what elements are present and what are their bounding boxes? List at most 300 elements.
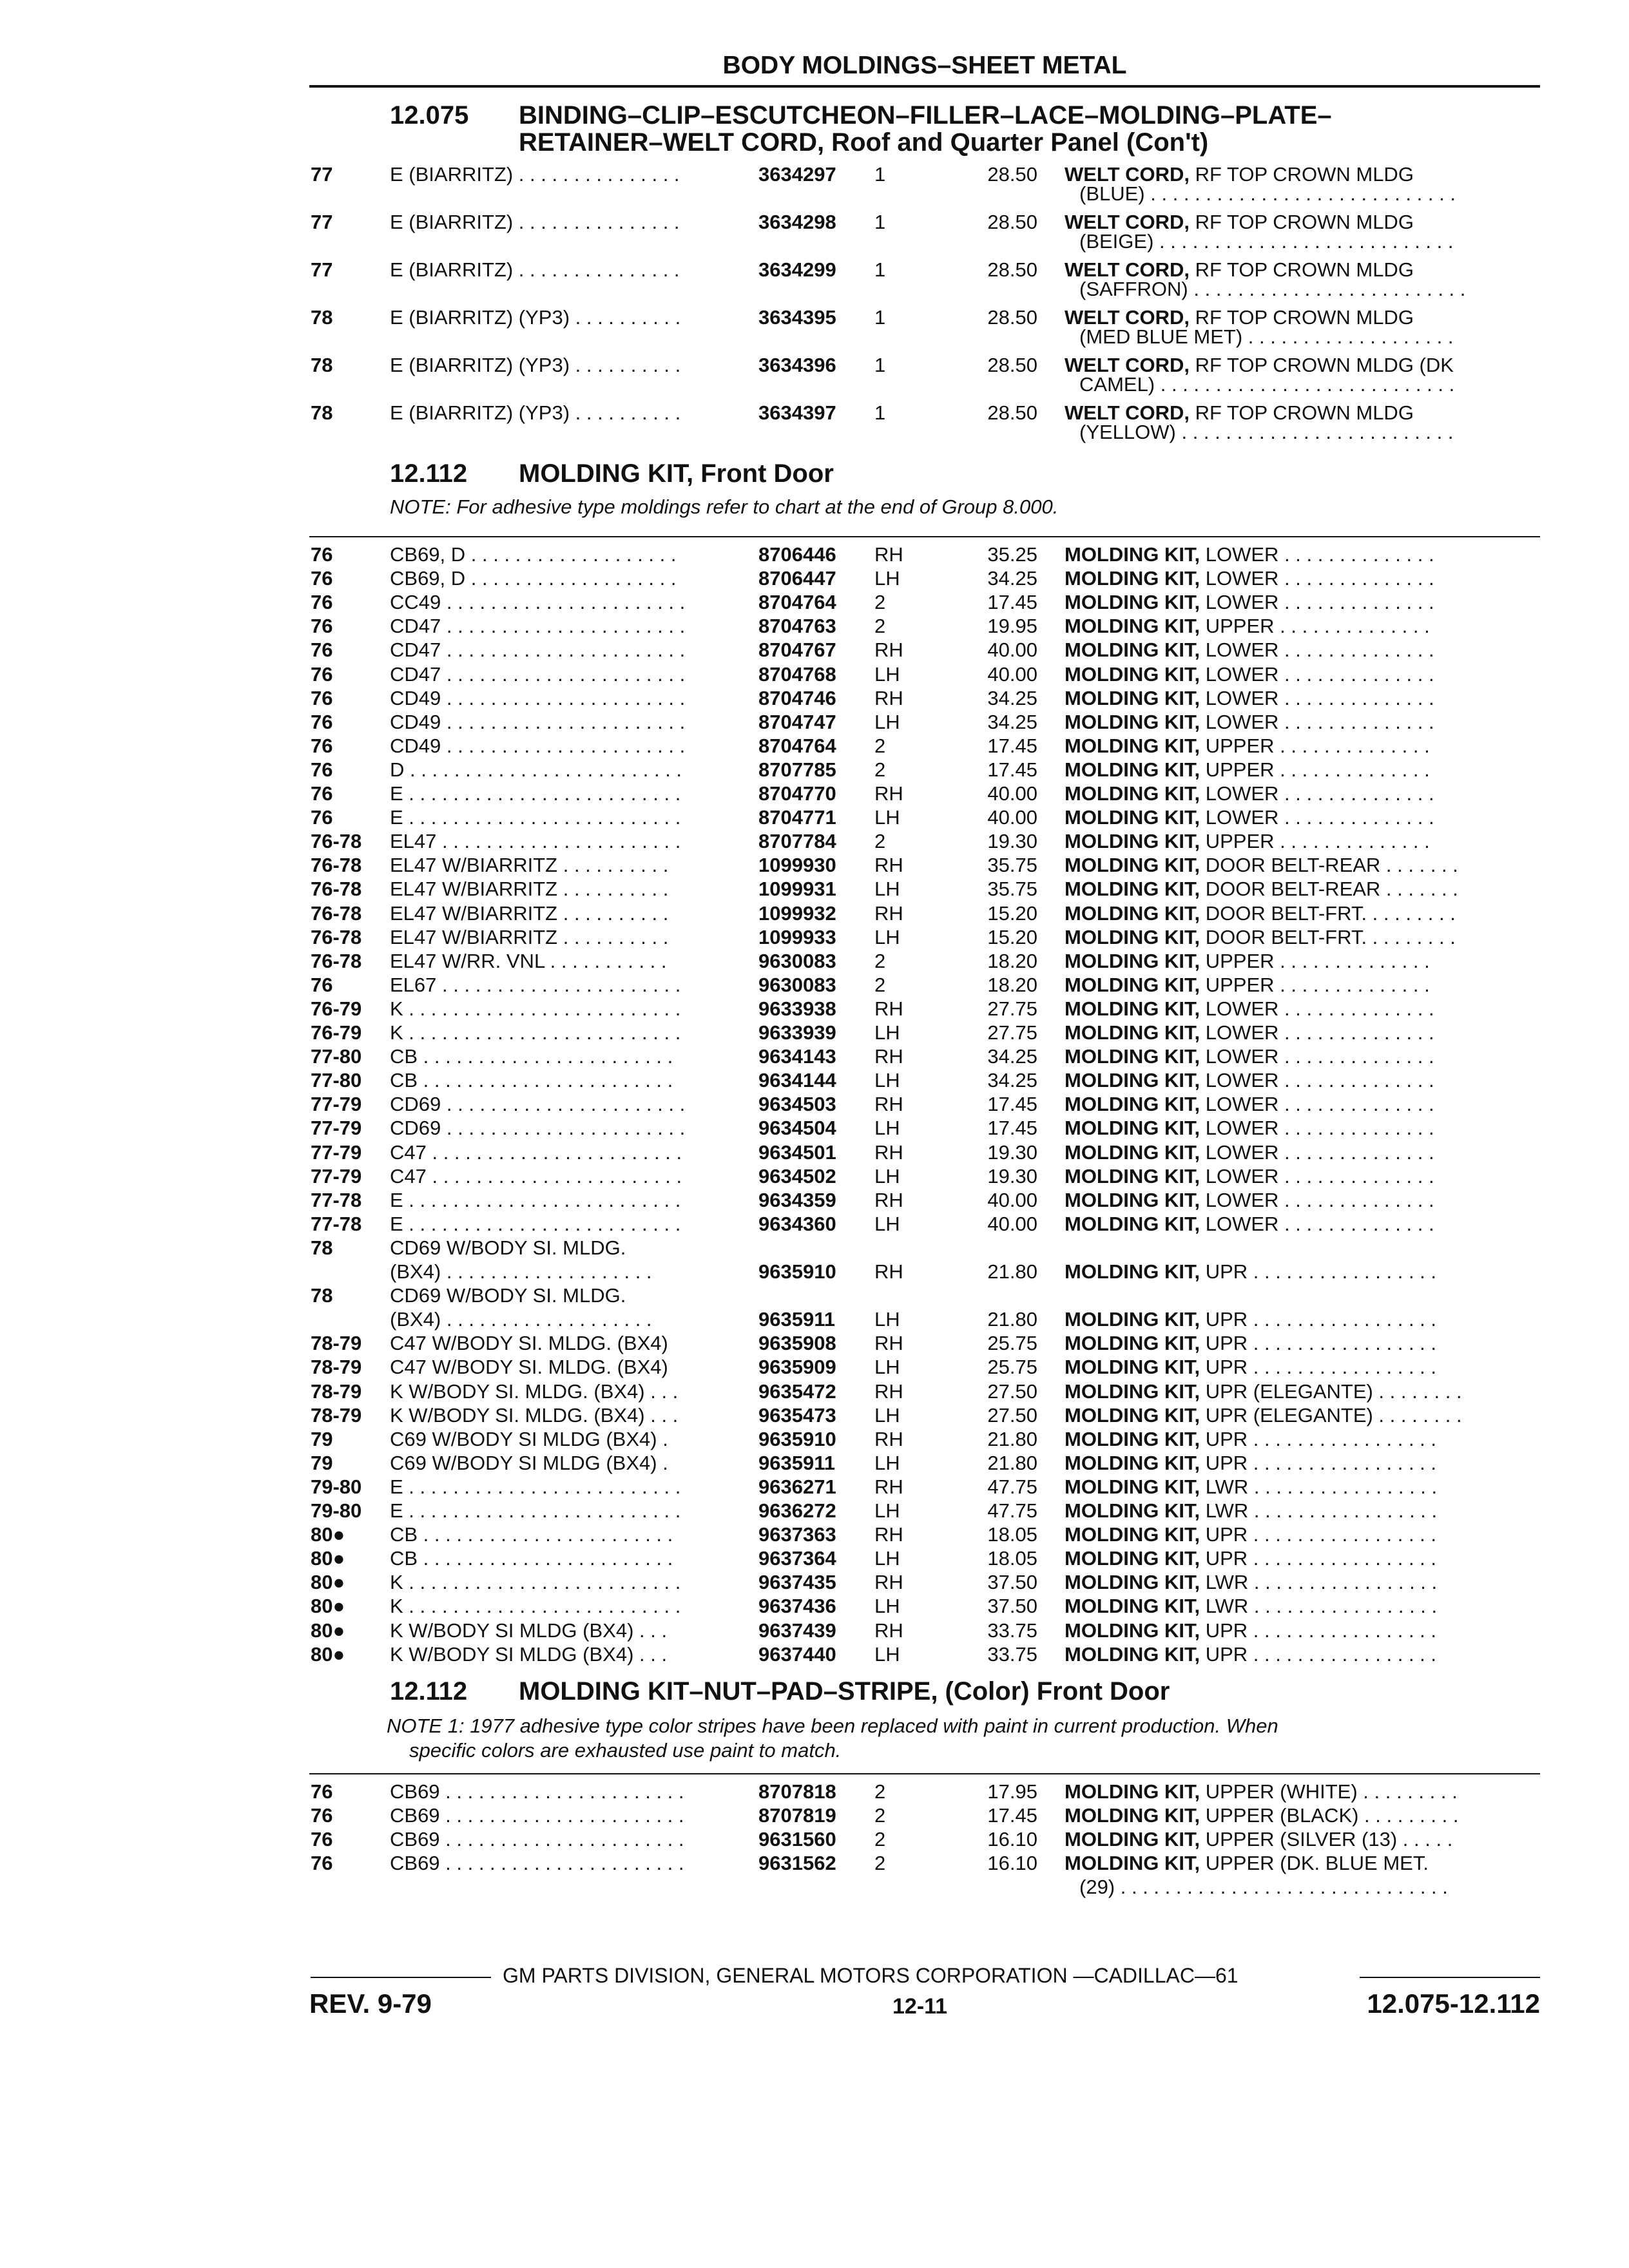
table-row <box>0 686 1629 710</box>
year-cell: 76 <box>311 615 333 638</box>
description-detail: LWR . . . . . . . . . . . . . . . . . <box>1200 1595 1438 1618</box>
description-name: MOLDING KIT, <box>1065 1595 1200 1618</box>
description-name: MOLDING KIT, <box>1065 1045 1200 1068</box>
model-cell: CB69 . . . . . . . . . . . . . . . . . . . . . . <box>390 1828 684 1850</box>
quantity-cell: RH <box>874 1188 903 1211</box>
description-cell <box>1065 1116 1522 1140</box>
model-cell: CD69 W/BODY SI. MLDG. <box>390 1236 626 1259</box>
description-detail: RF TOP CROWN MLDG <box>1190 163 1414 186</box>
description-name: MOLDING KIT, <box>1065 1379 1200 1403</box>
price-cell: 15.20 <box>987 925 1037 948</box>
description-cell <box>1065 901 1522 925</box>
year-cell: 76-78 <box>311 854 362 877</box>
model-cell: CD49 . . . . . . . . . . . . . . . . . . . . . . <box>390 686 686 709</box>
description-name: MOLDING KIT, <box>1065 615 1200 638</box>
description-name: MOLDING KIT, <box>1065 686 1200 709</box>
part-number-cell: 9631560 <box>758 1828 836 1850</box>
quantity-cell: 2 <box>874 734 886 757</box>
model-cell: C69 W/BODY SI MLDG (BX4) . <box>390 1451 668 1474</box>
description-cell <box>1065 1188 1522 1212</box>
model-cell: E . . . . . . . . . . . . . . . . . . . . . . . . . <box>390 1499 681 1522</box>
year-cell: 80● <box>311 1547 345 1570</box>
quantity-cell: 2 <box>874 758 886 781</box>
description-name: MOLDING KIT, <box>1065 1117 1200 1140</box>
quantity-cell: LH <box>874 1403 900 1427</box>
description-name: MOLDING KIT, <box>1065 1260 1200 1283</box>
description-cell <box>1065 925 1522 949</box>
description-detail: DOOR BELT-FRT. . . . . . . . . <box>1200 901 1456 925</box>
price-cell: 25.75 <box>987 1332 1037 1355</box>
quantity-cell: RH <box>874 543 903 566</box>
price-cell: 28.50 <box>987 258 1037 281</box>
section-number: 12.112 <box>390 459 468 488</box>
price-cell: 25.75 <box>987 1356 1037 1379</box>
price-cell: 19.30 <box>987 830 1037 853</box>
description-cell <box>1065 638 1522 662</box>
year-cell: 77-80 <box>311 1069 362 1092</box>
description-name: MOLDING KIT, <box>1065 1619 1200 1642</box>
part-number-cell: 9635908 <box>758 1332 836 1355</box>
description-name: MOLDING KIT, <box>1065 949 1200 972</box>
year-cell: 80● <box>311 1619 345 1642</box>
quantity-cell: LH <box>874 1117 900 1140</box>
year-cell: 77-79 <box>311 1093 362 1116</box>
price-cell: 21.80 <box>987 1451 1037 1474</box>
model-cell: E (BIARRITZ) . . . . . . . . . . . . . . . <box>390 163 680 186</box>
description-cell <box>1065 710 1522 734</box>
quantity-cell: LH <box>874 1451 900 1474</box>
description-detail: UPR . . . . . . . . . . . . . . . . . <box>1200 1642 1437 1666</box>
part-number-cell: 9634503 <box>758 1093 836 1116</box>
price-cell: 35.75 <box>987 878 1037 901</box>
description-name: MOLDING KIT, <box>1065 1093 1200 1116</box>
section-note-line1: NOTE 1: 1977 adhesive type color stripes have been replaced with paint in current production. When <box>387 1715 1278 1737</box>
year-cell: 76 <box>311 973 333 996</box>
description-cell <box>1065 1307 1522 1331</box>
price-cell: 28.50 <box>987 211 1037 233</box>
year-cell: 80● <box>311 1523 345 1546</box>
description-cell <box>1065 829 1522 853</box>
model-cell: D . . . . . . . . . . . . . . . . . . . . . . . . . <box>390 758 682 781</box>
part-number-cell: 1099930 <box>758 854 836 877</box>
description-cell <box>1065 1827 1522 1851</box>
description-detail: UPPER (BLACK) . . . . . . . . . <box>1200 1804 1459 1827</box>
model-cell: CC49 . . . . . . . . . . . . . . . . . . . . . . <box>390 591 686 614</box>
quantity-cell: LH <box>874 1499 900 1522</box>
model-cell: CD47 . . . . . . . . . . . . . . . . . . . . . . <box>390 615 686 638</box>
price-cell: 37.50 <box>987 1571 1037 1594</box>
description-detail: LOWER . . . . . . . . . . . . . . <box>1200 1093 1434 1116</box>
section-number: 12.112 <box>390 1677 468 1706</box>
description-detail: UPR . . . . . . . . . . . . . . . . . <box>1200 1356 1437 1379</box>
header-rule <box>309 85 1540 88</box>
quantity-cell: RH <box>874 1379 903 1403</box>
part-number-cell: 9637435 <box>758 1571 836 1594</box>
year-cell: 77-79 <box>311 1164 362 1187</box>
quantity-cell: LH <box>874 567 900 590</box>
part-number-cell: 9634144 <box>758 1069 836 1092</box>
description-detail: UPR (ELEGANTE) . . . . . . . . <box>1200 1403 1462 1427</box>
description-continuation: (29) . . . . . . . . . . . . . . . . . . . . . . . . . . . . . . <box>1079 1876 1448 1898</box>
quantity-cell: RH <box>874 854 903 877</box>
part-number-cell: 3634397 <box>758 401 836 424</box>
description-continuation: CAMEL) . . . . . . . . . . . . . . . . . . . . . . . . . . . <box>1079 373 1455 396</box>
year-cell: 80● <box>311 1571 345 1594</box>
price-cell: 33.75 <box>987 1642 1037 1666</box>
description-name: MOLDING KIT, <box>1065 925 1200 948</box>
year-cell: 78 <box>311 306 333 329</box>
description-detail: LWR . . . . . . . . . . . . . . . . . <box>1200 1475 1438 1498</box>
description-name: MOLDING KIT, <box>1065 1547 1200 1570</box>
description-cell <box>1065 1379 1522 1403</box>
section-title-12-112-stripe <box>390 1677 1170 1706</box>
price-cell: 34.25 <box>987 1045 1037 1068</box>
quantity-cell: LH <box>874 1642 900 1666</box>
table-row <box>0 1355 1629 1379</box>
page-header: BODY MOLDINGS–SHEET METAL <box>722 52 1127 79</box>
model-cell: K . . . . . . . . . . . . . . . . . . . . . . . . . <box>390 997 681 1020</box>
description-name: MOLDING KIT, <box>1065 806 1200 829</box>
description-continuation: (MED BLUE MET) . . . . . . . . . . . . . . . . . . . <box>1079 325 1454 348</box>
quantity-cell: RH <box>874 1619 903 1642</box>
year-cell: 76 <box>311 591 333 614</box>
section-title-text: MOLDING KIT–NUT–PAD–STRIPE, (Color) Front Door <box>519 1677 1170 1706</box>
quantity-cell: 2 <box>874 1828 886 1850</box>
model-cell: CB69 . . . . . . . . . . . . . . . . . . . . . . <box>390 1804 684 1827</box>
quantity-cell: 2 <box>874 949 886 972</box>
year-cell: 76-79 <box>311 997 362 1020</box>
description-name: MOLDING KIT, <box>1065 734 1200 757</box>
part-number-cell: 8704767 <box>758 639 836 662</box>
quantity-cell: 2 <box>874 1852 886 1874</box>
description-name: MOLDING KIT, <box>1065 1451 1200 1474</box>
description-detail: RF TOP CROWN MLDG (DK <box>1190 354 1454 376</box>
table-row <box>0 1260 1629 1283</box>
part-number-cell: 8704768 <box>758 662 836 686</box>
quantity-cell: 1 <box>874 211 886 233</box>
model-cell: E . . . . . . . . . . . . . . . . . . . . . . . . . <box>390 782 681 805</box>
description-detail: UPPER (SILVER (13) . . . . . <box>1200 1828 1453 1850</box>
part-number-cell: 8704764 <box>758 734 836 757</box>
price-cell: 27.75 <box>987 1021 1037 1044</box>
year-cell: 76 <box>311 710 333 733</box>
model-cell: C47 W/BODY SI. MLDG. (BX4) <box>390 1332 668 1355</box>
description-cell <box>1065 1499 1522 1523</box>
year-cell: 78 <box>311 401 333 424</box>
model-cell: CB69 . . . . . . . . . . . . . . . . . . . . . . <box>390 1852 684 1874</box>
model-cell: CD69 . . . . . . . . . . . . . . . . . . . . . . <box>390 1093 686 1116</box>
table-row <box>0 782 1629 805</box>
part-number-cell: 9635473 <box>758 1403 836 1427</box>
quantity-cell: LH <box>874 806 900 829</box>
year-cell: 76 <box>311 686 333 709</box>
description-cell <box>1065 853 1522 877</box>
year-cell: 78-79 <box>311 1379 362 1403</box>
model-cell: CD49 . . . . . . . . . . . . . . . . . . . . . . <box>390 710 686 733</box>
description-cell <box>1065 1068 1522 1092</box>
price-cell: 37.50 <box>987 1595 1037 1618</box>
price-cell: 28.50 <box>987 401 1037 424</box>
table-row <box>0 614 1629 638</box>
description-cell <box>1065 758 1522 782</box>
year-cell: 77-79 <box>311 1117 362 1140</box>
year-cell: 76 <box>311 543 333 566</box>
quantity-cell: RH <box>874 1140 903 1164</box>
description-detail: RF TOP CROWN MLDG <box>1190 258 1414 281</box>
description-cell <box>1065 566 1522 590</box>
part-number-cell: 9635911 <box>758 1451 835 1474</box>
part-number-cell: 9636271 <box>758 1475 836 1498</box>
model-cell: EL47 W/BIARRITZ . . . . . . . . . . <box>390 901 669 925</box>
part-number-cell: 9634501 <box>758 1140 836 1164</box>
table-row <box>0 877 1629 901</box>
model-cell: K . . . . . . . . . . . . . . . . . . . . . . . . . <box>390 1021 681 1044</box>
model-cell: K W/BODY SI. MLDG. (BX4) . . . <box>390 1379 679 1403</box>
table-row <box>0 1403 1629 1427</box>
description-cell <box>1065 1570 1522 1594</box>
year-cell: 76-78 <box>311 925 362 948</box>
section-note: NOTE: For adhesive type moldings refer to chart at the end of Group 8.000. <box>390 495 1059 518</box>
table-row <box>0 734 1629 758</box>
footer-rule-right <box>1360 1977 1540 1978</box>
description-continuation: (YELLOW) . . . . . . . . . . . . . . . . . . . . . . . . . <box>1079 421 1454 443</box>
part-number-cell: 9631562 <box>758 1852 836 1874</box>
table-row <box>0 1851 1629 1875</box>
section-title-text: MOLDING KIT, Front Door <box>519 459 834 488</box>
year-cell: 76-78 <box>311 878 362 901</box>
year-cell: 78-79 <box>311 1356 362 1379</box>
description-name: MOLDING KIT, <box>1065 1427 1200 1450</box>
price-cell: 15.20 <box>987 901 1037 925</box>
model-cell: C47 W/BODY SI. MLDG. (BX4) <box>390 1356 668 1379</box>
year-cell: 80● <box>311 1642 345 1666</box>
price-cell: 47.75 <box>987 1475 1037 1498</box>
model-cell: E (BIARRITZ) (YP3) . . . . . . . . . . <box>390 354 681 376</box>
section-title-12-075 <box>390 101 1332 130</box>
year-cell: 78-79 <box>311 1403 362 1427</box>
description-detail: UPPER (WHITE) . . . . . . . . . <box>1200 1780 1458 1803</box>
description-cell <box>1065 1803 1522 1827</box>
price-cell: 18.20 <box>987 949 1037 972</box>
part-number-cell: 3634298 <box>758 211 836 233</box>
price-cell: 40.00 <box>987 1212 1037 1235</box>
part-number-cell: 3634297 <box>758 163 836 186</box>
description-detail: UPR . . . . . . . . . . . . . . . . . <box>1200 1547 1437 1570</box>
year-cell: 78 <box>311 354 333 376</box>
year-cell: 76 <box>311 734 333 757</box>
description-detail: UPR . . . . . . . . . . . . . . . . . <box>1200 1451 1437 1474</box>
description-cell <box>1065 949 1522 973</box>
price-cell: 16.10 <box>987 1852 1037 1874</box>
description-name: MOLDING KIT, <box>1065 830 1200 853</box>
description-name: MOLDING KIT, <box>1065 1164 1200 1187</box>
quantity-cell: RH <box>874 1475 903 1498</box>
description-name: MOLDING KIT, <box>1065 758 1200 781</box>
table-row <box>0 1451 1629 1475</box>
description-detail: LOWER . . . . . . . . . . . . . . <box>1200 710 1434 733</box>
description-name: MOLDING KIT, <box>1065 997 1200 1020</box>
description-detail: LOWER . . . . . . . . . . . . . . <box>1200 639 1434 662</box>
description-detail: LOWER . . . . . . . . . . . . . . <box>1200 662 1434 686</box>
description-detail: LOWER . . . . . . . . . . . . . . <box>1200 1069 1434 1092</box>
table-row <box>0 1780 1629 1803</box>
description-name: MOLDING KIT, <box>1065 1475 1200 1498</box>
part-number-cell: 9637436 <box>758 1595 836 1618</box>
quantity-cell: LH <box>874 1164 900 1187</box>
table-row <box>0 949 1629 973</box>
description-continuation: (BEIGE) . . . . . . . . . . . . . . . . . . . . . . . . . . . <box>1079 230 1454 253</box>
table-row <box>0 1140 1629 1164</box>
year-cell: 76-78 <box>311 949 362 972</box>
table-row <box>0 925 1629 949</box>
page-number: 12-11 <box>892 1994 948 2019</box>
description-detail: UPR (ELEGANTE) . . . . . . . . <box>1200 1379 1462 1403</box>
price-cell: 19.30 <box>987 1140 1037 1164</box>
table-row <box>0 1092 1629 1116</box>
description-name: MOLDING KIT, <box>1065 1403 1200 1427</box>
quantity-cell: RH <box>874 1523 903 1546</box>
quantity-cell: RH <box>874 1093 903 1116</box>
price-cell: 18.20 <box>987 973 1037 996</box>
price-cell: 27.75 <box>987 997 1037 1020</box>
price-cell: 27.50 <box>987 1379 1037 1403</box>
price-cell: 34.25 <box>987 1069 1037 1092</box>
table-row <box>0 1044 1629 1068</box>
year-cell: 79 <box>311 1451 333 1474</box>
quantity-cell: LH <box>874 925 900 948</box>
description-detail: LOWER . . . . . . . . . . . . . . <box>1200 1021 1434 1044</box>
model-cell: E . . . . . . . . . . . . . . . . . . . . . . . . . <box>390 806 681 829</box>
model-cell: C69 W/BODY SI MLDG (BX4) . <box>390 1427 668 1450</box>
description-cell <box>1065 1355 1522 1379</box>
year-cell: 76 <box>311 758 333 781</box>
year-cell: 79 <box>311 1427 333 1450</box>
quantity-cell: LH <box>874 662 900 686</box>
part-number-cell: 9630083 <box>758 973 836 996</box>
description-name: MOLDING KIT, <box>1065 1332 1200 1355</box>
table-row <box>0 1188 1629 1212</box>
quantity-cell: RH <box>874 686 903 709</box>
price-cell: 40.00 <box>987 662 1037 686</box>
year-cell: 79-80 <box>311 1475 362 1498</box>
model-cell: EL47 W/BIARRITZ . . . . . . . . . . <box>390 925 669 948</box>
section-reference: 12.075-12.112 <box>1367 1988 1540 2019</box>
price-cell: 28.50 <box>987 306 1037 329</box>
price-cell: 17.45 <box>987 1093 1037 1116</box>
description-detail: DOOR BELT-REAR . . . . . . . <box>1200 878 1458 901</box>
model-cell: K . . . . . . . . . . . . . . . . . . . . . . . . . <box>390 1595 681 1618</box>
table-row <box>0 543 1629 566</box>
description-cell <box>1065 734 1522 758</box>
part-number-cell: 8704764 <box>758 591 836 614</box>
description-detail: UPPER . . . . . . . . . . . . . . <box>1200 830 1430 853</box>
description-name: MOLDING KIT, <box>1065 567 1200 590</box>
part-number-cell: 1099932 <box>758 901 836 925</box>
part-number-cell: 9633939 <box>758 1021 836 1044</box>
quantity-cell: RH <box>874 1260 903 1283</box>
description-name: MOLDING KIT, <box>1065 782 1200 805</box>
table-row <box>0 901 1629 925</box>
description-cell <box>1065 1642 1522 1666</box>
description-detail: UPR . . . . . . . . . . . . . . . . . <box>1200 1260 1437 1283</box>
description-cell <box>1065 1140 1522 1164</box>
model-cell: CB . . . . . . . . . . . . . . . . . . . . . . . <box>390 1547 673 1570</box>
table-row <box>0 853 1629 877</box>
part-number-cell: 1099931 <box>758 878 836 901</box>
description-cell <box>1065 1260 1522 1283</box>
table-row <box>0 805 1629 829</box>
model-cell: CD49 . . . . . . . . . . . . . . . . . . . . . . <box>390 734 686 757</box>
year-cell: 76 <box>311 567 333 590</box>
description-name: WELT CORD, <box>1065 211 1190 233</box>
description-detail: LOWER . . . . . . . . . . . . . . <box>1200 997 1434 1020</box>
quantity-cell: LH <box>874 1021 900 1044</box>
quantity-cell: 2 <box>874 1804 886 1827</box>
description-detail: UPR . . . . . . . . . . . . . . . . . <box>1200 1332 1437 1355</box>
part-number-cell: 9635911 <box>758 1308 835 1331</box>
model-cell: E (BIARRITZ) . . . . . . . . . . . . . . . <box>390 258 680 281</box>
quantity-cell: 1 <box>874 306 886 329</box>
model-cell: CB . . . . . . . . . . . . . . . . . . . . . . . <box>390 1523 673 1546</box>
price-cell: 16.10 <box>987 1828 1037 1850</box>
description-name: WELT CORD, <box>1065 306 1190 329</box>
table-row <box>0 1642 1629 1666</box>
description-name: MOLDING KIT, <box>1065 639 1200 662</box>
part-number-cell: 3634299 <box>758 258 836 281</box>
price-cell: 33.75 <box>987 1619 1037 1642</box>
quantity-cell: LH <box>874 1308 900 1331</box>
year-cell: 77-78 <box>311 1212 362 1235</box>
description-name: WELT CORD, <box>1065 258 1190 281</box>
description-detail: DOOR BELT-FRT. . . . . . . . . <box>1200 925 1456 948</box>
description-name: MOLDING KIT, <box>1065 1804 1200 1827</box>
price-cell: 47.75 <box>987 1499 1037 1522</box>
description-cell <box>1065 805 1522 829</box>
table-row <box>0 590 1629 614</box>
description-name: WELT CORD, <box>1065 354 1190 376</box>
model-cell: CD47 . . . . . . . . . . . . . . . . . . . . . . <box>390 639 686 662</box>
description-name: MOLDING KIT, <box>1065 1188 1200 1211</box>
description-cell <box>1065 1475 1522 1499</box>
part-number-cell: 8704770 <box>758 782 836 805</box>
table-row <box>0 973 1629 997</box>
description-name: WELT CORD, <box>1065 163 1190 186</box>
model-cell: EL47 W/BIARRITZ . . . . . . . . . . <box>390 854 669 877</box>
part-number-cell: 8704771 <box>758 806 836 829</box>
description-detail: RF TOP CROWN MLDG <box>1190 401 1414 424</box>
description-detail: LOWER . . . . . . . . . . . . . . <box>1200 1188 1434 1211</box>
price-cell: 40.00 <box>987 639 1037 662</box>
description-detail: UPPER . . . . . . . . . . . . . . <box>1200 758 1430 781</box>
quantity-cell: 2 <box>874 830 886 853</box>
description-detail: UPR . . . . . . . . . . . . . . . . . <box>1200 1619 1437 1642</box>
description-detail: UPR . . . . . . . . . . . . . . . . . <box>1200 1523 1437 1546</box>
revision-label: REV. 9-79 <box>309 1988 432 2019</box>
description-detail: DOOR BELT-REAR . . . . . . . <box>1200 854 1458 877</box>
description-detail: RF TOP CROWN MLDG <box>1190 211 1414 233</box>
year-cell: 76 <box>311 782 333 805</box>
year-cell: 79-80 <box>311 1499 362 1522</box>
description-name: MOLDING KIT, <box>1065 1356 1200 1379</box>
model-cell: E . . . . . . . . . . . . . . . . . . . . . . . . . <box>390 1188 681 1211</box>
description-detail: LOWER . . . . . . . . . . . . . . <box>1200 1140 1434 1164</box>
part-number-cell: 8707819 <box>758 1804 836 1827</box>
description-cell <box>1065 1594 1522 1618</box>
part-number-cell: 9634143 <box>758 1045 836 1068</box>
year-cell: 80● <box>311 1595 345 1618</box>
quantity-cell: 1 <box>874 163 886 186</box>
quantity-cell: LH <box>874 878 900 901</box>
